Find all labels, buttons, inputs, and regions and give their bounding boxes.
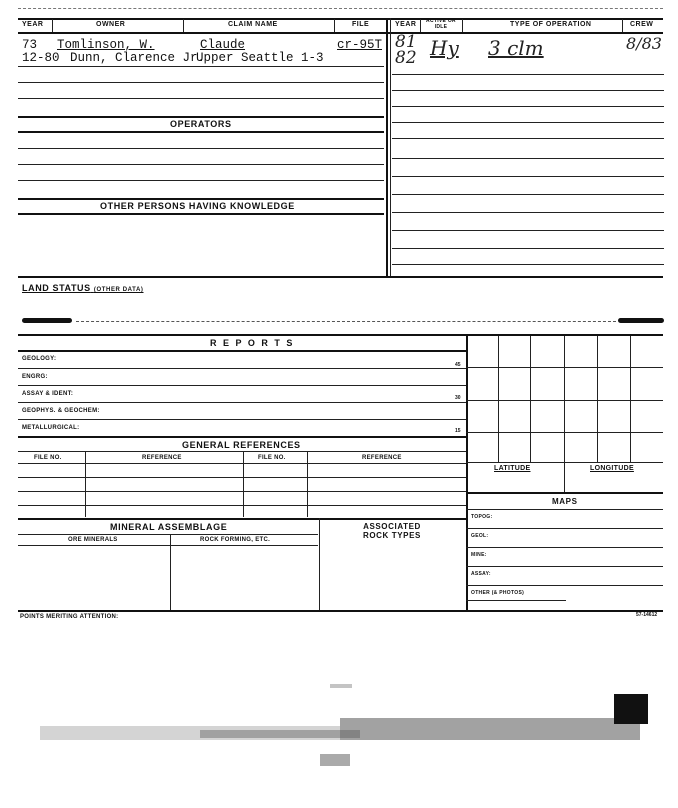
other-persons-top-rule [18,198,384,200]
points-meriting-attention: POINTS MERITING ATTENTION: [20,614,119,620]
grid-line [466,432,663,433]
longitude-label: LONGITUDE [590,465,634,472]
grid-line [466,400,663,401]
operators-bottom-rule [18,131,384,133]
row-line [18,82,384,83]
row-line [392,90,664,91]
header-top-rule [18,18,663,20]
row-line [466,585,663,586]
scan-blot [614,694,648,724]
maps-heading: MAPS [552,497,578,506]
land-status-line [76,321,616,322]
top-edge [18,8,663,9]
row1-claim: Claude [200,38,246,52]
maps-top-rule [466,492,663,494]
grid-line [466,462,663,463]
row-line [18,148,384,149]
map-other: OTHER (& PHOTOS) [471,590,525,596]
report-assay: ASSAY & IDENT: [22,391,74,397]
grid-line [564,336,565,492]
map-topog: TOPOG: [471,514,493,520]
row-line [392,138,664,139]
col-divider [183,19,184,32]
row-line [18,402,466,403]
col-file: FILE [352,21,370,28]
row-line [392,212,664,213]
ref-file-no-1: FILE NO. [34,455,62,461]
header-bottom-rule [18,32,663,34]
operators-top-rule [18,116,384,118]
row-line [466,600,566,601]
report-number: 45 [455,362,461,368]
land-status-top-rule [18,276,663,278]
reports-heading: R E P O R T S [210,338,295,348]
row-line [392,230,664,231]
report-geology: GEOLOGY: [22,356,57,362]
row1-year: 73 [22,38,38,52]
col-type-operation: TYPE OF OPERATION [510,21,592,28]
col-divider [85,451,86,517]
associated-rock-types-heading: ASSOCIATED ROCK TYPES [362,522,421,540]
grid-line [530,336,531,462]
scan-noise [330,684,352,688]
map-mine: MINE: [471,552,487,558]
col-active-idle: ACTIVE OR IDLE [426,18,456,30]
row-line [18,164,384,165]
ore-minerals-label: ORE MINERALS [68,537,118,543]
rock-forming-label: ROCK FORMING, ETC. [200,537,271,543]
row-line [18,368,466,369]
row-line [392,106,664,107]
row-line [466,547,663,548]
col-activity-year: YEAR [395,21,417,28]
reports-header-rule [18,350,466,352]
row-line [392,176,664,177]
row-line [392,122,664,123]
latitude-label: LATITUDE [494,465,531,472]
row-line [18,66,384,67]
col-year: YEAR [22,21,44,28]
scan-noise [320,754,350,766]
col-divider [52,19,53,32]
row-line [466,509,663,510]
row-line [392,158,664,159]
ink-mark [22,318,72,323]
handwritten-active: Hy [430,36,459,60]
row-line [392,194,664,195]
table-divider [390,18,391,276]
col-divider [319,518,320,610]
col-divider [307,451,308,517]
row-line [18,385,466,386]
col-crew: CREW [630,21,654,28]
ink-mark [618,318,664,323]
handwritten-operation: 3 clm [488,36,544,60]
grid-line [498,336,499,462]
col-divider [243,451,244,517]
ref-file-no-2: FILE NO. [258,455,286,461]
row2-claim: Upper Seattle 1-3 [196,51,324,65]
report-engrg: ENGRG: [22,374,48,380]
other-persons-bottom-rule [18,213,384,215]
row-line [18,545,318,546]
row-line [18,534,318,535]
form-id: 57-14612 [636,612,658,618]
table-divider [386,18,388,276]
other-persons-heading: OTHER PERSONS HAVING KNOWLEDGE [100,201,295,211]
col-divider [622,19,623,32]
handwritten-year: 81 82 [395,32,417,68]
row2-owner: Dunn, Clarence Jr. [70,51,206,65]
land-status-heading: LAND STATUS (OTHER DATA) [22,283,144,293]
reports-right-border [466,334,468,610]
grid-line [630,336,631,462]
col-divider [334,19,335,32]
report-metallurgical: METALLURGICAL: [22,425,80,431]
col-divider [462,19,463,32]
operators-heading: OPERATORS [170,119,232,129]
row1-owner: Tomlinson, W. [57,38,155,52]
col-divider [420,19,421,32]
ref-reference-2: REFERENCE [362,455,402,461]
col-claim-name: CLAIM NAME [228,21,278,28]
report-number: 30 [455,395,461,401]
general-refs-top-rule [18,436,466,438]
grid-line [597,336,598,462]
ref-reference-1: REFERENCE [142,455,182,461]
map-geol: GEOL: [471,533,489,539]
row-line [392,264,664,265]
row-line [18,419,466,420]
general-references-heading: GENERAL REFERENCES [182,440,301,450]
map-assay: ASSAY: [471,571,491,577]
row-line [466,566,663,567]
handwritten-crew: 8/83 [626,34,662,53]
col-owner: OWNER [96,21,126,28]
row-line [18,98,384,99]
scan-noise [340,718,640,740]
grid-line [466,367,663,368]
row-line [18,180,384,181]
row-line [392,74,664,75]
row2-year: 12-80 [22,51,60,65]
mineral-assemblage-heading: MINERAL ASSEMBLAGE [110,522,228,532]
row1-file: cr-95T [337,38,383,52]
scan-noise [200,730,360,738]
mineral-top-rule [18,518,466,520]
report-number: 15 [455,428,461,434]
bottom-rule [18,610,663,612]
reports-top-rule [18,334,663,336]
row-line [392,248,664,249]
report-geophys: GEOPHYS. & GEOCHEM: [22,408,100,414]
row-line [466,528,663,529]
